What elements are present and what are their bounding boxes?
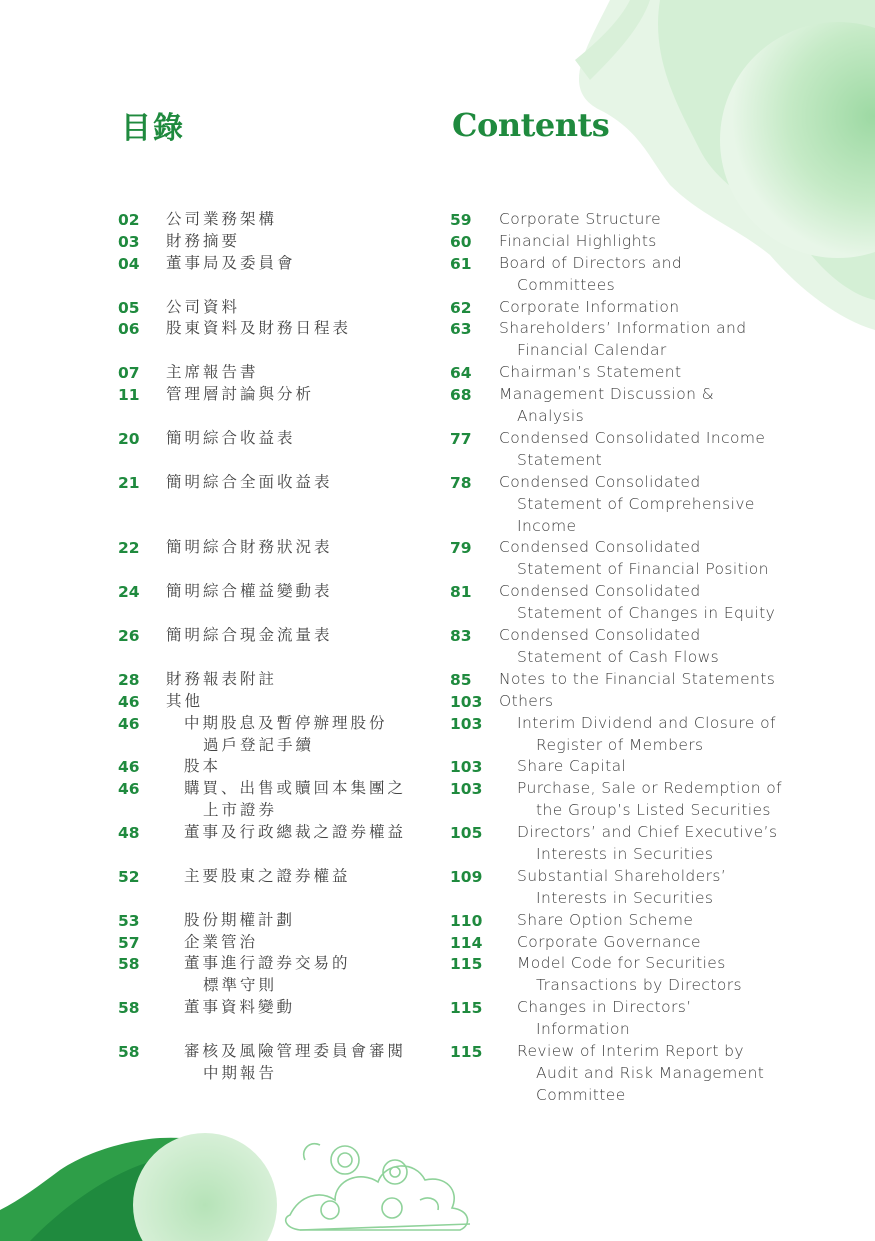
toc-entry-title bbox=[499, 822, 777, 866]
toc-entry[interactable] bbox=[118, 318, 428, 362]
toc-page-number: 109 bbox=[450, 867, 483, 886]
toc-entry-title bbox=[499, 997, 692, 1041]
toc-page-number: 21 bbox=[118, 473, 140, 492]
toc-entry[interactable] bbox=[118, 537, 428, 581]
toc-entry[interactable] bbox=[118, 297, 428, 319]
toc-entry-title bbox=[499, 231, 657, 253]
toc-entry-title bbox=[166, 581, 333, 625]
toc-page-number: 03 bbox=[118, 232, 140, 251]
toc-entry-title bbox=[499, 253, 682, 297]
toc-entry-line: Share Option Scheme bbox=[517, 910, 694, 929]
toc-entry[interactable] bbox=[450, 669, 780, 691]
toc-entry-line: 股東資料及財務日程表 bbox=[166, 319, 352, 338]
toc-entry[interactable] bbox=[450, 866, 780, 910]
toc-page-number: 53 bbox=[118, 911, 140, 930]
toc-entry[interactable] bbox=[450, 932, 780, 954]
toc-entry-title bbox=[499, 209, 661, 231]
toc-entry[interactable] bbox=[450, 1041, 780, 1107]
toc-entry-line: Statement of Comprehensive bbox=[517, 494, 755, 513]
toc-page-number: 07 bbox=[118, 364, 140, 383]
toc-entry-title bbox=[166, 472, 333, 538]
toc-entry[interactable] bbox=[450, 428, 780, 472]
toc-page-number: 103 bbox=[450, 758, 483, 777]
toc-page-number: 103 bbox=[450, 714, 483, 733]
toc-entry-title bbox=[499, 932, 701, 954]
toc-entry[interactable] bbox=[118, 910, 428, 932]
toc-entry-title bbox=[166, 362, 259, 384]
toc-entry-line: Substantial Shareholders’ bbox=[517, 866, 727, 885]
toc-entry-line: Others bbox=[499, 691, 554, 710]
toc-entry-line: Interests in Securities bbox=[536, 888, 714, 907]
toc-entry-line: Directors’ and Chief Executive’s bbox=[517, 823, 778, 842]
toc-page-number: 64 bbox=[450, 364, 472, 383]
toc-entry-line: Register of Members bbox=[536, 735, 704, 754]
toc-entry[interactable] bbox=[118, 1041, 428, 1107]
toc-entry-line: Changes in Directors’ bbox=[517, 998, 692, 1017]
toc-entry-title bbox=[166, 625, 333, 669]
toc-page-number: 63 bbox=[450, 320, 472, 339]
toc-page-number: 78 bbox=[450, 473, 472, 492]
toc-entry[interactable] bbox=[450, 910, 780, 932]
toc-entry[interactable] bbox=[118, 625, 428, 669]
toc-entry[interactable] bbox=[118, 472, 428, 538]
toc-entry-line: Statement of Changes in Equity bbox=[517, 604, 776, 623]
toc-entry-title bbox=[499, 297, 680, 319]
toc-page-number: 28 bbox=[118, 670, 140, 689]
toc-entry-title bbox=[166, 297, 240, 319]
toc-entry-line: Interim Dividend and Closure of bbox=[517, 713, 776, 732]
toc-page-number: 46 bbox=[118, 758, 140, 777]
toc-entry-line: 簡明綜合權益變動表 bbox=[166, 582, 333, 601]
toc-entry[interactable] bbox=[118, 362, 428, 384]
toc-entry-line: Statement of Cash Flows bbox=[517, 647, 720, 666]
toc-entry-line: 股份期權計劃 bbox=[184, 910, 296, 929]
contents-list-chinese bbox=[118, 209, 428, 1107]
toc-entry-title bbox=[499, 472, 755, 538]
toc-entry[interactable] bbox=[118, 997, 428, 1041]
toc-entry-title bbox=[166, 318, 351, 362]
toc-entry[interactable] bbox=[450, 318, 780, 362]
toc-entry-line: 企業管治 bbox=[184, 932, 259, 951]
toc-entry-line: Condensed Consolidated bbox=[499, 472, 701, 491]
toc-page-number: 46 bbox=[118, 692, 140, 711]
toc-entry-line: Analysis bbox=[517, 407, 585, 426]
toc-entry-line: 股本 bbox=[184, 757, 222, 776]
toc-entry-title bbox=[166, 537, 333, 581]
toc-entry-line: Statement bbox=[517, 450, 603, 469]
toc-entry-line: 購買、出售或贖回本集團之 bbox=[184, 779, 407, 798]
toc-entry-title bbox=[166, 910, 295, 932]
toc-entry-line: 主要股東之證券權益 bbox=[184, 866, 351, 885]
toc-entry[interactable] bbox=[450, 297, 780, 319]
toc-page-number: 68 bbox=[450, 386, 472, 405]
toc-entry[interactable] bbox=[118, 953, 428, 997]
toc-entry[interactable] bbox=[450, 362, 780, 384]
contents-list-english bbox=[450, 209, 783, 1107]
toc-entry-line: 財務摘要 bbox=[166, 231, 241, 250]
toc-entry-line: Share Capital bbox=[517, 757, 627, 776]
toc-page-number: 06 bbox=[118, 320, 140, 339]
toc-page-number: 83 bbox=[450, 627, 472, 646]
toc-entry-title bbox=[499, 669, 775, 691]
toc-page-number: 77 bbox=[450, 429, 472, 448]
toc-entry[interactable] bbox=[450, 691, 780, 713]
toc-page-number: 105 bbox=[450, 824, 483, 843]
toc-entry[interactable] bbox=[118, 866, 428, 910]
toc-page-number: 46 bbox=[118, 714, 140, 733]
toc-entry-line: Transactions by Directors bbox=[536, 976, 742, 995]
toc-entry[interactable] bbox=[450, 384, 780, 428]
toc-entry[interactable] bbox=[450, 625, 780, 669]
toc-entry[interactable] bbox=[450, 953, 780, 997]
toc-page-number: 24 bbox=[118, 583, 140, 602]
toc-entry-title bbox=[499, 581, 775, 625]
toc-page-number: 59 bbox=[450, 211, 472, 229]
toc-entry-line: 簡明綜合收益表 bbox=[166, 428, 296, 447]
page-title-chinese: 目錄 bbox=[121, 111, 185, 146]
toc-entry[interactable] bbox=[450, 822, 780, 866]
toc-entry-line: Notes to the Financial Statements bbox=[499, 669, 776, 688]
toc-entry-line: 其他 bbox=[166, 691, 204, 710]
toc-entry-line: Condensed Consolidated Income bbox=[499, 428, 766, 447]
toc-entry-line: Condensed Consolidated bbox=[499, 626, 701, 645]
toc-entry[interactable] bbox=[118, 253, 428, 297]
toc-entry-line: Financial Highlights bbox=[499, 231, 657, 250]
toc-entry-line: Committees bbox=[517, 275, 616, 294]
toc-entry-title bbox=[166, 778, 406, 822]
toc-page-number: 115 bbox=[450, 999, 483, 1018]
toc-entry-title bbox=[499, 953, 742, 997]
toc-page-number: 103 bbox=[450, 692, 483, 711]
toc-entry-title bbox=[499, 318, 746, 362]
toc-entry-line: Purchase, Sale or Redemption of bbox=[517, 779, 783, 798]
toc-entry[interactable] bbox=[450, 778, 783, 822]
toc-page-number: 58 bbox=[118, 955, 140, 974]
toc-page-number: 57 bbox=[118, 933, 140, 952]
toc-page-number: 81 bbox=[450, 583, 472, 602]
toc-entry[interactable] bbox=[450, 231, 780, 253]
toc-entry[interactable] bbox=[450, 713, 780, 757]
toc-page-number: 62 bbox=[450, 298, 472, 317]
toc-entry[interactable] bbox=[118, 428, 428, 472]
toc-entry-line: Condensed Consolidated bbox=[499, 582, 701, 601]
toc-entry-line: Corporate Structure bbox=[499, 210, 662, 228]
toc-page-number: 85 bbox=[450, 670, 472, 689]
toc-entry-title bbox=[166, 384, 314, 428]
toc-page-number: 60 bbox=[450, 232, 472, 251]
toc-entry[interactable] bbox=[450, 253, 780, 297]
toc-entry-line: 董事局及委員會 bbox=[166, 253, 296, 272]
toc-entry-title bbox=[499, 428, 765, 472]
toc-page-number: 58 bbox=[118, 999, 140, 1018]
toc-entry[interactable] bbox=[450, 209, 780, 231]
toc-entry-line: 董事及行政總裁之證券權益 bbox=[184, 823, 407, 842]
toc-entry-title bbox=[499, 537, 769, 581]
toc-entry-line: 管理層討論與分析 bbox=[166, 385, 315, 404]
toc-entry-line: Condensed Consolidated bbox=[499, 538, 701, 557]
toc-entry[interactable] bbox=[118, 669, 428, 691]
toc-entry-line: Board of Directors and bbox=[499, 253, 683, 272]
toc-entry-line: Chairman’s Statement bbox=[499, 363, 682, 382]
toc-entry-title bbox=[499, 625, 719, 669]
toc-page-number: 58 bbox=[118, 1043, 140, 1062]
toc-entry[interactable] bbox=[450, 756, 780, 778]
toc-entry[interactable] bbox=[118, 932, 428, 954]
toc-entry-line: 董事進行證券交易的 bbox=[184, 954, 351, 973]
toc-entry-line: Audit and Risk Management bbox=[536, 1063, 765, 1082]
toc-entry-line: 標準守則 bbox=[203, 976, 278, 995]
toc-entry-title bbox=[166, 756, 221, 778]
toc-entry-line: Shareholders’ Information and bbox=[499, 319, 747, 338]
toc-entry-title bbox=[166, 822, 406, 866]
toc-page-number: 79 bbox=[450, 539, 472, 558]
toc-page-number: 46 bbox=[118, 780, 140, 799]
toc-entry[interactable] bbox=[450, 581, 780, 625]
page-title-english: Contents bbox=[452, 106, 610, 144]
toc-entry-title bbox=[499, 778, 782, 822]
toc-entry-title bbox=[166, 428, 296, 472]
toc-entry-title bbox=[166, 209, 277, 231]
toc-entry[interactable] bbox=[450, 997, 780, 1041]
toc-entry-line: Statement of Financial Position bbox=[517, 560, 769, 579]
toc-entry[interactable] bbox=[118, 384, 428, 428]
toc-page-number: 05 bbox=[118, 298, 140, 317]
toc-entry-title bbox=[166, 669, 277, 691]
toc-entry-line: 主席報告書 bbox=[166, 363, 259, 382]
toc-entry-line: 簡明綜合現金流量表 bbox=[166, 626, 333, 645]
toc-page-number: 52 bbox=[118, 867, 140, 886]
toc-entry-line: Interests in Securities bbox=[536, 845, 714, 863]
toc-entry-title bbox=[499, 1041, 764, 1107]
toc-page-number: 22 bbox=[118, 539, 140, 558]
toc-entry-line: Committee bbox=[536, 1085, 626, 1104]
toc-page-number: 20 bbox=[118, 429, 140, 448]
toc-entry-title bbox=[166, 691, 203, 713]
toc-entry-line: 審核及風險管理委員會審閱 bbox=[184, 1042, 407, 1061]
toc-page-number: 04 bbox=[118, 254, 140, 273]
toc-entry-title bbox=[166, 231, 240, 253]
toc-entry-line: 公司資料 bbox=[166, 297, 241, 316]
toc-page-number: 11 bbox=[118, 386, 140, 405]
cloud-pattern-icon bbox=[286, 1144, 470, 1230]
toc-entry[interactable] bbox=[118, 756, 428, 778]
toc-page-number: 110 bbox=[450, 911, 483, 930]
toc-entry-line: 過戶登記手續 bbox=[203, 735, 315, 754]
toc-entry-line: 財務報表附註 bbox=[166, 669, 278, 688]
toc-entry[interactable] bbox=[118, 822, 428, 866]
toc-entry-title bbox=[499, 866, 726, 910]
toc-page-number: 115 bbox=[450, 955, 483, 974]
toc-entry-line: 中期股息及暫停辦理股份 bbox=[184, 713, 388, 732]
toc-entry-line: Income bbox=[517, 516, 577, 535]
toc-entry-title bbox=[499, 910, 693, 932]
toc-entry[interactable] bbox=[118, 209, 428, 231]
toc-entry-line: Corporate Information bbox=[499, 297, 680, 316]
toc-entry-title bbox=[166, 253, 296, 297]
toc-entry-line: 簡明綜合全面收益表 bbox=[166, 472, 333, 491]
toc-entry-title bbox=[499, 362, 681, 384]
toc-entry-title bbox=[166, 713, 388, 757]
toc-entry-line: Management Discussion & bbox=[499, 385, 715, 404]
toc-entry-line: 董事資料變動 bbox=[184, 998, 296, 1017]
toc-entry-title bbox=[499, 384, 714, 428]
toc-entry-title bbox=[166, 997, 295, 1041]
toc-entry-line: Financial Calendar bbox=[517, 341, 667, 360]
toc-entry[interactable] bbox=[118, 778, 428, 822]
toc-page-number: 114 bbox=[450, 933, 483, 952]
toc-entry[interactable] bbox=[450, 472, 780, 538]
toc-entry-line: 公司業務架構 bbox=[166, 210, 278, 228]
toc-entry-title bbox=[499, 756, 626, 778]
toc-entry-title bbox=[166, 953, 351, 997]
toc-entry-title bbox=[166, 1041, 406, 1107]
toc-entry[interactable] bbox=[118, 231, 428, 253]
toc-entry[interactable] bbox=[450, 537, 780, 581]
toc-entry[interactable] bbox=[118, 713, 428, 757]
toc-entry-title bbox=[499, 713, 776, 757]
toc-entry-line: 上市證券 bbox=[203, 801, 278, 820]
toc-entry-line: Model Code for Securities bbox=[517, 954, 726, 973]
toc-entry-line: the Group’s Listed Securities bbox=[536, 801, 771, 820]
toc-page-number: 48 bbox=[118, 824, 140, 843]
toc-page-number: 26 bbox=[118, 627, 140, 646]
toc-page-number: 103 bbox=[450, 780, 483, 799]
toc-entry-title bbox=[166, 932, 258, 954]
toc-entry[interactable] bbox=[118, 581, 428, 625]
toc-entry-title bbox=[166, 866, 351, 910]
toc-entry-line: 簡明綜合財務狀況表 bbox=[166, 538, 333, 557]
toc-entry[interactable] bbox=[118, 691, 428, 713]
toc-page-number: 61 bbox=[450, 254, 472, 273]
toc-entry-line: Information bbox=[536, 1020, 631, 1039]
toc-entry-line: Corporate Governance bbox=[517, 932, 701, 951]
toc-page-number: 02 bbox=[118, 211, 140, 229]
toc-entry-line: Review of Interim Report by bbox=[517, 1042, 744, 1061]
toc-page-number: 115 bbox=[450, 1043, 483, 1062]
toc-entry-title bbox=[499, 691, 554, 713]
toc-entry-line: 中期報告 bbox=[203, 1063, 278, 1082]
